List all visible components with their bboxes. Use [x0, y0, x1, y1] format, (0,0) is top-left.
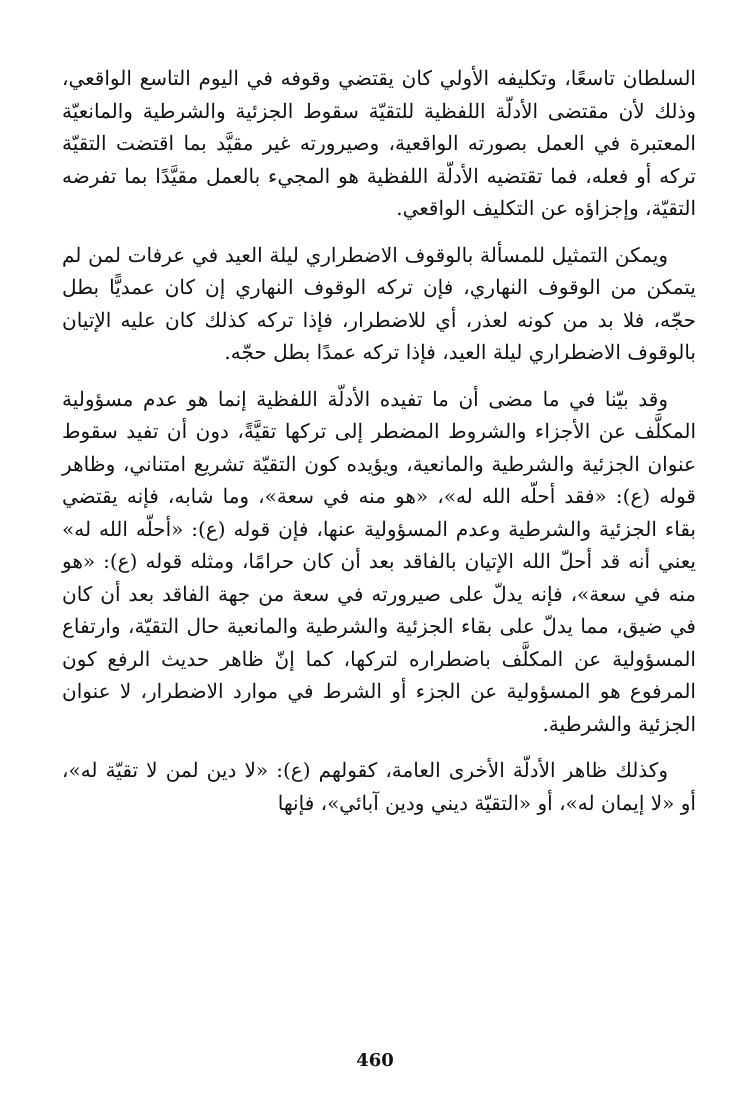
paragraph-3: وقد بيّنا في ما مضى أن ما تفيده الأدلّة اللفظية إنما هو عدم مسؤولية المكلَّف عن الأجزاء والشروط المضطر إلى تركها تقيَّةً، دون أن تفيد سقوط عنوان الجزئية والشرطية والمانعية، ويؤيده كون التقيّة تشريع امتناني، وظاهر قوله (ع): «فقد أحلّه الله له»، «هو منه في سعة»، وما شابه، فإنه يقتضي بقاء الجزئية والشرطية وعدم المسؤولية عنها، فإن قوله (ع): «أحلّه الله له» يعني أنه قد أحلّ الله الإتيان بالفاقد بعد أن كان حرامًا، ومثله قوله (ع): «هو منه في سعة»، فإنه يدلّ على صيرورته في سعة من جهة الفاقد بعد أن كان في ضيق، مما يدلّ على بقاء الجزئية والشرطية والمانعية حال التقيّة، وارتفاع المسؤولية عن المكلَّف باضطراره لتركها، كما إنّ ظاهر حديث الرفع كون المرفوع هو المسؤولية عن الجزء أو الشرط في موارد الاضطرار، لا عنوان الجزئية والشرطية.	[62, 386, 696, 736]
paragraph-4: وكذلك ظاهر الأدلّة الأخرى العامة، كقولهم (ع): «لا دين لمن لا تقيّة له»، أو «لا إيمان له»، أو «التقيّة ديني ودين آبائي»، فإنها	[62, 758, 696, 815]
paragraph-1: السلطان تاسعًا، وتكليفه الأولي كان يقتضي وقوفه في اليوم التاسع الواقعي، وذلك لأن مقتضى الأدلّة اللفظية للتقيّة سقوط الجزئية والشرطية والمانعيّة المعتبرة في العمل بصورته الواقعية، وصيرورته غير مقيَّد بما اقتضت التقيّة تركه أو فعله، فما تقتضيه الأدلّة اللفظية هو المجيء بالعمل مقيَّدًا بما تفرضه التقيّة، وإجزاؤه عن التكليف الواقعي.	[62, 66, 696, 220]
paragraph-2: ويمكن التمثيل للمسألة بالوقوف الاضطراري ليلة العيد في عرفات لمن لم يتمكن من الوقوف النهاري، فإن تركه الوقوف النهاري إن كان عمديًّا بطل حجّه، فلا بد من كونه لعذر، أي للاضطرار، فإذا تركه كذلك كان عليه الإتيان بالوقوف الاضطراري ليلة العيد، فإذا تركه عمدًا بطل حجّه.	[62, 242, 696, 364]
document-body	[62, 62, 696, 819]
page-number: 460	[356, 1050, 394, 1071]
